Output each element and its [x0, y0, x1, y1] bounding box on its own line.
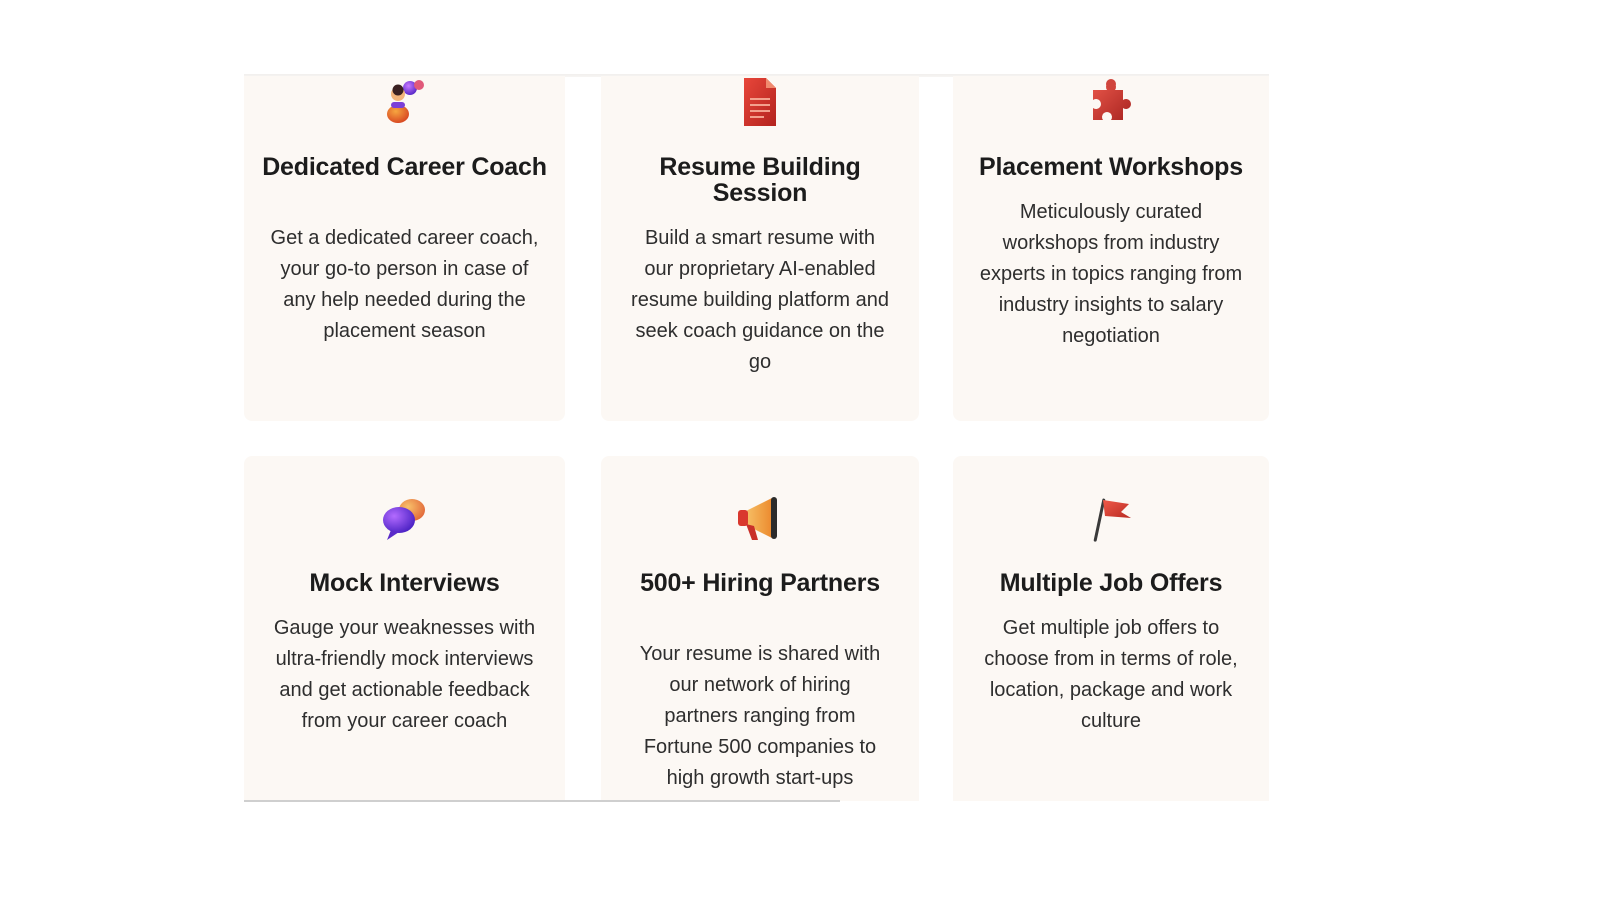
feature-title: Mock Interviews	[309, 569, 500, 597]
feature-card-hiring-partners	[601, 456, 919, 801]
feature-card-multiple-job-offers	[953, 456, 1269, 801]
feature-description: Build a smart resume with our proprietary AI-enabled resume building platform and seek coach guidance on the go	[631, 227, 889, 373]
feature-description: Get multiple job offers to choose from in terms of role, location, package and work culture	[984, 617, 1238, 732]
chat-bubbles-icon	[379, 492, 431, 544]
resume-document-icon	[734, 76, 786, 128]
puzzle-piece-icon	[1085, 76, 1137, 128]
career-coach-icon	[379, 76, 431, 128]
feature-description: Get a dedicated career coach, your go-to person in case of any help needed during the placement season	[270, 227, 539, 342]
feature-card-placement-workshops	[953, 76, 1269, 421]
feature-description: Meticulously curated workshops from industry experts in topics ranging from industry insights to salary negotiation	[979, 201, 1243, 347]
feature-description: Gauge your weaknesses with ultra-friendly mock interviews and get actionable feedback from your career coach	[273, 617, 536, 732]
flag-icon	[1085, 492, 1137, 544]
horizontal-scrollbar[interactable]	[244, 800, 840, 802]
feature-title: Multiple Job Offers	[999, 569, 1223, 597]
feature-title: 500+ Hiring Partners	[640, 569, 880, 597]
feature-title: Resume Building Session	[659, 153, 861, 207]
feature-card-mock-interviews	[244, 456, 565, 801]
feature-card-career-coach	[244, 76, 565, 421]
megaphone-icon	[734, 492, 786, 544]
feature-description: Your resume is shared with our network of hiring partners ranging from Fortune 500 companies to high growth start-ups	[639, 643, 881, 789]
feature-card-resume-building	[601, 76, 919, 421]
feature-title: Dedicated Career Coach	[262, 153, 547, 181]
feature-title: Placement Workshops	[979, 153, 1243, 181]
